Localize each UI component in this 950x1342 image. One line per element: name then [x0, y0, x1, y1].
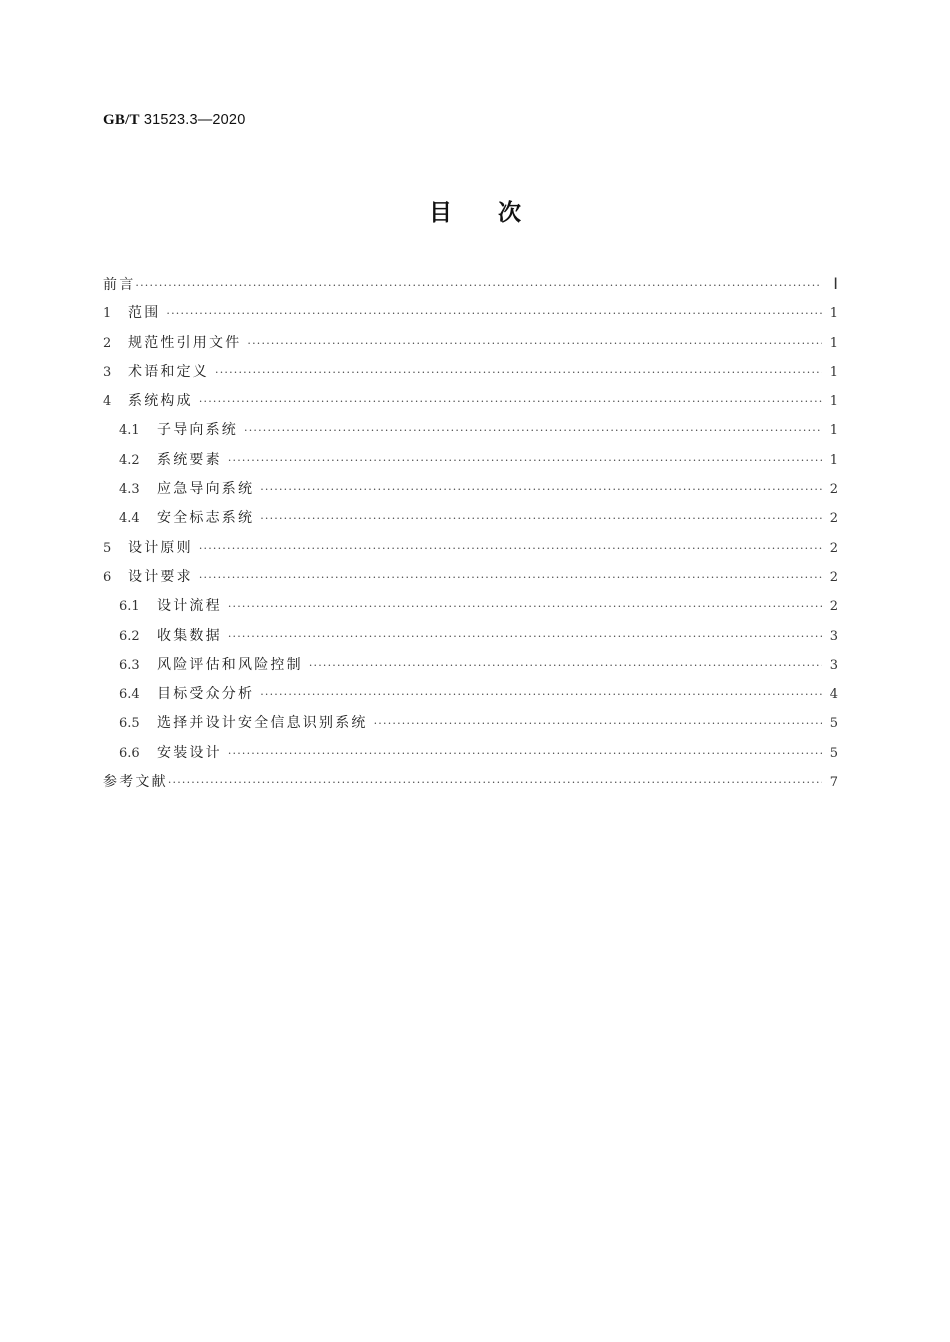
- toc-entry-number: 6: [103, 569, 112, 585]
- table-of-contents: [103, 270, 838, 797]
- toc-entry-number: 2: [103, 335, 112, 351]
- toc-entry-page: 3: [829, 657, 838, 673]
- toc-entry-6-4[interactable]: [103, 680, 838, 709]
- toc-entry-label: 安全标志系统: [157, 510, 255, 527]
- toc-entry-number: 5: [103, 540, 112, 556]
- toc-leader-dots: [309, 651, 822, 680]
- standard-code-prefix: GB/T: [103, 112, 140, 128]
- toc-leader-dots: [228, 739, 822, 768]
- toc-entry-3[interactable]: [103, 358, 838, 387]
- toc-leader-dots: [247, 329, 821, 358]
- toc-entry-label: 收集数据: [157, 627, 222, 644]
- toc-leader-dots: [166, 299, 821, 328]
- toc-entry-label: 设计流程: [157, 598, 222, 615]
- toc-entry-page: 1: [829, 394, 838, 410]
- toc-entry-6[interactable]: [103, 563, 838, 592]
- toc-entry-6-5[interactable]: [103, 709, 838, 738]
- toc-leader-dots: [215, 358, 822, 387]
- toc-leader-dots: [260, 680, 822, 709]
- toc-entry-label: 系统构成: [128, 393, 193, 410]
- toc-entry-number: 6.1: [119, 599, 140, 615]
- toc-leader-dots: [374, 709, 822, 738]
- toc-entry-number: 4.2: [119, 452, 140, 468]
- toc-entry-2[interactable]: [103, 329, 838, 358]
- toc-entry-5[interactable]: [103, 534, 838, 563]
- toc-entry-number: 6.5: [119, 716, 140, 732]
- toc-entry-label: 规范性引用文件: [128, 334, 242, 351]
- toc-entry-number: 6.6: [119, 745, 140, 761]
- toc-leader-dots: [199, 387, 822, 416]
- standard-code-number: 31523.3—2020: [143, 112, 246, 128]
- toc-entry-number: 1: [103, 306, 112, 322]
- toc-entry-page: 2: [829, 599, 838, 615]
- toc-leader-dots: [228, 622, 822, 651]
- page-title: 目次: [429, 200, 567, 226]
- toc-leader-dots: [228, 592, 822, 621]
- toc-entry-number: 6.4: [119, 687, 140, 703]
- toc-entry-label: 子导向系统: [157, 422, 238, 439]
- toc-entry-label: 范围: [128, 305, 161, 322]
- toc-entry-page: 1: [829, 452, 838, 468]
- toc-entry-bibliography[interactable]: [103, 768, 838, 797]
- toc-entry-number: 3: [103, 364, 112, 380]
- toc-entry-label: 系统要素: [157, 451, 222, 468]
- toc-entry-number: 6.3: [119, 657, 140, 673]
- toc-entry-page: 5: [829, 745, 838, 761]
- toc-entry-label: 目标受众分析: [157, 686, 255, 703]
- toc-leader-dots: [135, 271, 822, 300]
- toc-entry-page: 2: [829, 482, 838, 498]
- toc-entry-label: 设计原则: [128, 539, 193, 556]
- toc-entry-4[interactable]: [103, 387, 838, 416]
- toc-entry-number: 4.1: [119, 423, 140, 439]
- toc-entry-page: 4: [829, 687, 838, 703]
- toc-entry-page: 2: [829, 540, 838, 556]
- toc-leader-dots: [260, 504, 822, 533]
- toc-entry-page: 1: [829, 335, 838, 351]
- toc-entry-6-1[interactable]: [103, 592, 838, 621]
- toc-leader-dots: [244, 416, 822, 445]
- toc-leader-dots: [168, 768, 822, 797]
- toc-entry-label: 选择并设计安全信息识别系统: [157, 715, 368, 732]
- toc-entry-label: 术语和定义: [128, 363, 209, 380]
- toc-entry-label: 应急导向系统: [157, 481, 255, 498]
- toc-entry-4-3[interactable]: [103, 475, 838, 504]
- toc-entry-page: 2: [829, 511, 838, 527]
- toc-entry-label: 参考文献: [103, 774, 168, 791]
- toc-entry-number: 4.4: [119, 511, 140, 527]
- toc-entry-1[interactable]: [103, 299, 838, 328]
- toc-entry-label: 风险评估和风险控制: [157, 656, 303, 673]
- toc-leader-dots: [260, 475, 822, 504]
- toc-entry-label: 设计要求: [128, 568, 193, 585]
- toc-entry-page: 1: [829, 423, 838, 439]
- toc-entry-page: 7: [829, 775, 838, 791]
- toc-entry-number: 4.3: [119, 482, 140, 498]
- toc-leader-dots: [199, 534, 822, 563]
- toc-entry-page: 1: [829, 306, 838, 322]
- toc-entry-page: 1: [829, 364, 838, 380]
- standard-code: [103, 112, 245, 129]
- toc-entry-4-4[interactable]: [103, 504, 838, 533]
- toc-leader-dots: [228, 446, 822, 475]
- toc-entry-page: 5: [829, 716, 838, 732]
- toc-entry-page: 2: [829, 569, 838, 585]
- toc-entry-4-1[interactable]: [103, 416, 838, 445]
- toc-entry-page: 3: [829, 628, 838, 644]
- toc-entry-6-6[interactable]: [103, 739, 838, 768]
- toc-entry-number: 6.2: [119, 628, 140, 644]
- toc-entry-6-3[interactable]: [103, 651, 838, 680]
- toc-entry-6-2[interactable]: [103, 622, 838, 651]
- toc-entry-number: 4: [103, 394, 112, 410]
- toc-entry-4-2[interactable]: [103, 446, 838, 475]
- toc-entry-label: 安装设计: [157, 744, 222, 761]
- toc-leader-dots: [199, 563, 822, 592]
- toc-entry-foreword[interactable]: [103, 270, 838, 299]
- toc-entry-page: Ⅰ: [833, 276, 838, 293]
- toc-entry-label: 前言: [103, 277, 136, 293]
